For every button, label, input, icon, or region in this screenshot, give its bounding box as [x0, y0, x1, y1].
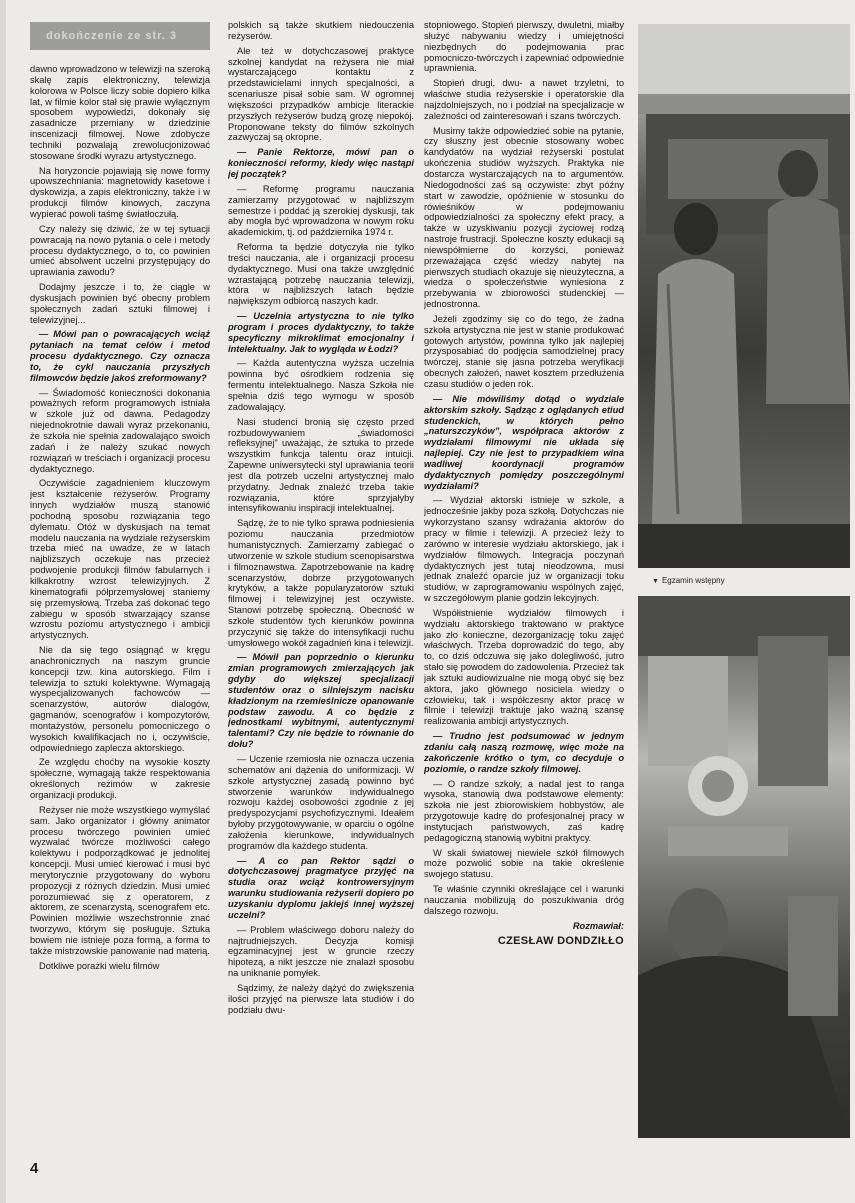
photo-caption	[652, 576, 725, 585]
article-paragraph: Jeżeli zgodzimy się co do tego, że żadna szkoła artystyczna nie jest w stanie produkować gotowych artystów, powinna tylko jak najlepiej przysposabiać do podjęcia samodzielnej pracy twórczej, stanie się jasna potrzeba weryfikacji obecnych założeń, nawet kosztem przedłużenia czasu studiów o jeden rok.	[424, 313, 624, 389]
page-edge	[0, 0, 6, 1203]
interview-question: — Panie Rektorze, mówi pan o konieczności reformy, kiedy więc nastąpi jej początek?	[228, 147, 414, 179]
article-paragraph: Nasi studenci bronią się często przed rozbudowywaniem „świadomości refleksyjnej” uważając, że sztuka to przede wszystkim funkcja talentu oraz intuicji. Zapewne uniwersytecki styl uprawiania teorii jest dla potrzeb uczelni artystycznej mało przydatny. Jednak znaleźć trzeba takie rozwiązania, które sprzyjałyby intensyfikowaniu inspiracji intelektualnej.	[228, 416, 414, 514]
interview-question: — Mówi pan o powracających wciąż pytaniach na temat celów i metod procesu dydaktycznego. Czy oznacza to, że cykl nauczania przyszłych filmowców będzie jakoś zreformowany?	[30, 329, 210, 383]
article-paragraph: Na horyzoncie pojawiają się nowe formy upowszechniania: magnetowidy kasetowe i dyskowizja, a zapis elektroniczny, także i w produkcji filmów kinowych, zaczyna wypierać powoli taśmę światłoczułą.	[30, 165, 210, 219]
article-paragraph: Te właśnie czynniki określające cel i warunki nauczania mobilizują do poszukiwania dróg dalszego rozwoju.	[424, 884, 624, 916]
article-paragraph: — Świadomość konieczności dokonania poważnych reform programowych istniała w szkole już od dawna. Pedagodzy niejednokrotnie dawali wyraz przekonaniu, że szkoła nie spełnia zadowalająco swoich zadań i że należy szukać nowych rozwiązań w treściach i organizacji procesu dydaktycznego.	[30, 387, 210, 474]
article-paragraph: W skali światowej niewiele szkół filmowych może pozwolić sobie na takie określenie swojego statusu.	[424, 847, 624, 880]
article-paragraph: Ale też w dotychczasowej praktyce szkolnej kandydat na reżysera nie miał wystarczającego kontaktu z przedstawicielami innych specjalności, a scenariusze pisał sobie sam. W ogromnej większości przypadków ambicje literackie przyszłych reżyserów budzą grozę niepokój. Proponowane teksty do filmów szkolnych zazwyczaj są okropne.	[228, 45, 414, 143]
photo-film-set	[638, 596, 850, 1138]
article-paragraph: Dodajmy jeszcze i to, że ciągle w dyskusjach powinien być obecny problem społecznych zadań sztuki filmowej i telewizyjnej...	[30, 282, 210, 325]
triangle-down-icon: ▼	[652, 578, 659, 585]
continued-banner: dokończenie ze str. 3	[30, 22, 210, 50]
article-paragraph: Sądzimy, że należy dążyć do zwiększenia ilości przyjęć na pierwsze lata studiów i do podziału dwu-	[228, 982, 414, 1015]
article-paragraph: — Uczenie rzemiosła nie oznacza uczenia schematów ani dążenia do uniformizacji. W szkole artystycznej zasadą powinno być stworzenie warunków indywidualnego rozwoju każdej osobowości zgodnie z jej predyspozycjami psychofizycznymi. Ideałem byłoby przygotowywanie, w oparciu o ogólne założenia kierunkowe, indywidualnych programów dla każdego studenta.	[228, 754, 414, 851]
article-column-2	[228, 20, 414, 1170]
article-paragraph: — Wydział aktorski istnieje w szkole, a jednocześnie jakby poza szkołą. Dotychczas nie wykorzystano szansy wdrażania aktorów do pracy w filmie i telewizji. A przecież leży to zarówno w interesie wydziału aktorskiego, jak i wydziałów filmowych. Integracja poczynań dydaktycznych jest tutaj nieodzowna, musi jednak znaleźć oparcie już w organizacji toku studiów, w zaprogramowaniu wspólnych zajęć, w szczegółowym planie godzin lekcyjnych.	[424, 495, 624, 604]
photo-entrance-exam-illustration	[638, 24, 850, 568]
article-paragraph: Sądzę, że to nie tylko sprawa podniesienia poziomu nauczania przedmiotów humanistycznych. Zamierzamy zabiegać o utworzenie w szkole studium scenopisarstwa i filmoznawstwa. Zapotrzebowanie na kadrę scenarzystów, dobrze przygotowanych krytyków, a także popularyzatorów sztuki filmowej i telewizyjnej jest oczywiste. Stanowi potrzebę społeczną. Obecność w szkole studentów tych kierunków powinna przyczynić się także do intensyfikacji ruchu umysłowego wokół zagadnień kina i telewizji.	[228, 518, 414, 648]
interview-question: — Mówił pan poprzednio o kierunku zmian programowych zmierzających jak gdyby do większej specjalizacji studentów oraz o silniejszym nacisku kładzionym na rzemieślnicze opanowanie podstaw zawodu. A co będzie z jednostkami wybitnymi, autentycznymi talentami? Czy nie będzie to równanie do dołu?	[228, 652, 414, 750]
interview-question: — Trudno jest podsumować w jednym zdaniu całą naszą rozmowę, więc może na zakończenie krótko o tym, co decyduje o poziomie, o randze szkoły filmowej.	[424, 731, 624, 774]
article-paragraph: — Reformę programu nauczania zamierzamy przygotować w najbliższym semestrze i poddać ją szerokiej dyskusji, tak aby mogła być wprowadzona w nowym roku akademickim, tj. od października 1974 r.	[228, 183, 414, 238]
article-column-1	[30, 64, 210, 1154]
interviewer-label: Rozmawiał:	[572, 920, 624, 931]
interview-question: — Uczelnia artystyczna to nie tylko program i proces dydaktyczny, to także specyficzny mikroklimat emocjonalny i intelektualny. Jak to wygląda w Łodzi?	[228, 311, 414, 354]
article-paragraph: polskich są także skutkiem niedouczenia reżyserów.	[228, 20, 414, 41]
article-paragraph: Czy należy się dziwić, że w tej sytuacji powracają na nowo pytania o cele i metody procesu dydaktycznego, o to, co powinien umieć absolwent uczelni przystępujący do uprawiania zawodu?	[30, 223, 210, 278]
article-paragraph: dawno wprowadzono w telewizji na szeroką skalę zapis elektroniczny, telewizja kolorowa w Polsce liczy sobie dopiero kilka lat, w filmie kolor stał się prawie wyłącznym sposobem wypowiedzi, dokonały się zasadnicze przemiany w dziedzinie inscenizacji filmowej. Nowe zdobycze techniki pozwalają zrewolucjonizować stosowane środki wyrazu artystycznego.	[30, 64, 210, 161]
article-paragraph: Współistnienie wydziałów filmowych i wydziału aktorskiego traktowano w praktyce jako zło konieczne, dezorganizację toku zajęć właściwych. Trzeba doprowadzić do tego, aby to, co dziś odczuwa się jako dolegliwość, jutro stało się powodem do zadowolenia. Przecież tak jak sztuki audiowizualne nie mogą obyć się bez aktora, jako głównego nosiciela wiedzy o człowieku, tak i współczesny aktor pracę w filmie i telewizji traktuje jako ważną szansę realizowania ambicji artystycznych.	[424, 607, 624, 727]
article-paragraph: stopniowego. Stopień pierwszy, dwuletni, miałby służyć nabywaniu wiedzy i umiejętności niezbędnych do podejmowania prac pomocniczo-twórczych i zapewniać odpowiednie uprawnienia.	[424, 20, 624, 74]
photo-film-set-illustration	[638, 596, 850, 1138]
interviewer-name: CZESŁAW DONDZIŁŁO	[497, 934, 624, 947]
interview-question: — A co pan Rektor sądzi o dotychczasowej pragmatyce przyjęć na studia oraz wciąż kontrowersyjnym warunku studiowania reżyserii dopiero po uzyskaniu dyplomu jakiejś innej wyższej uczelni?	[228, 855, 414, 920]
article-paragraph: — Każda autentyczna wyższa uczelnia powinna być ośrodkiem rodzenia się fermentu intelektualnego. Nasza Szkoła nie spełnia dziś tego wymogu w sposób zadowalający.	[228, 358, 414, 412]
article-paragraph: Nie da się tego osiągnąć w kręgu anachronicznych na naszym gruncie koncepcji tzw. kina autorskiego. Film i telewizja to sztuki kolektywne. Wymagają wyspecjalizowanych fachowców — scenarzystów, autorów dialogów, gagmanów, scenografów i kompozytorów, montażystów, personelu pomocniczego o wysokich kwalifikacjach no i, oczywiście, odpowiedniego zaplecza aktorskiego.	[30, 645, 210, 753]
article-paragraph: Musimy także odpowiedzieć sobie na pytanie, czy słuszny jest obecnie stosowany wobec kandydatów na wydział reżyserski postulat ukończenia studiów wyższych. Praktyka nie dostarcza wystarczających na to argumentów. Niedogodności zaś są oczywiste: zbyt późny start w zawodzie, opóźnienie w stosunku do rówieśników w podejmowaniu odpowiedzialności za społeczny efekt pracy, a także w uzyskiwaniu pozycji życiowej rodzą nastroje frustracji. Społeczne koszty edukacji są niewspółmierne do korzyści, ponieważ przeważająca część wiedzy nabytej na pierwszych studiach okazuje się nieużyteczna, a wiedza o społeczeństwie wyniesiona z przebywania w zbiorowości studenckiej — jednostronna.	[424, 125, 624, 310]
article-paragraph: Stopień drugi, dwu- a nawet trzyletni, to właściwe studia reżyserskie i operatorskie dla najzdolniejszych, no i podział na specjalizacje w zależności od zainteresowań i szans twórczych.	[424, 78, 624, 121]
article-paragraph: Oczywiście zagadnieniem kluczowym jest kształcenie reżyserów. Programy innych wydziałów muszą stanowić pochodną sposobu rozwiązania tego dylematu. Otóż w dyskusjach na temat modelu nauczania na wydziale reżyserskim trzeba mieć na uwadze, że w latach najbliższych oczekuje nas przecież podwojenie produkcji filmów fabularnych i kilkakrotny wzrost telewizyjnych. Z kinematografii półprzemysłowej staniemy się przemysłową. Trzeba zaś dokonać tego zabiegu w sposób stwarzający szanse wzrostu poziomu artystycznego i ambicji artystycznych.	[30, 478, 210, 641]
article-paragraph: — O randze szkoły, a nadal jest to ranga wysoka, stanowią dwa podstawowe elementy: szkoła nie jest zbiorowiskiem hobbystów, ale przygotowuje kadrę do profesjonalnej pracy w instytucjach państwowych, zaś kadrę pedagogiczną stanowią wybitni praktycy.	[424, 778, 624, 843]
article-paragraph: Reżyser nie może wszystkiego wymyślać sam. Jako organizator i główny animator procesu twórczego powinien umieć wyzwalać twórcze możliwości całego kolektywu i podporządkować je jednolitej koncepcji. Musi umieć kierować i musi być merytorycznie przygotowany do wyboru propozycji z różnych dziedzin. Musi umieć porozumiewać się z operatorem, z aktorem, ze scenarzystą, scenografem etc. Powinien możliwie wszechstronnie znać tworzywo, którym się posługuje. Sztuka bowiem nie istnieje poza formą, a forma to także mistrzowskie panowanie nad materią.	[30, 804, 210, 956]
article-paragraph: Dotkliwe porażki wielu filmów	[39, 960, 160, 971]
photo-caption-text: Egzamin wstępny	[661, 576, 725, 585]
article-paragraph: — Problem właściwego doboru należy do najtrudniejszych. Decyzja komisji egzaminacyjnej jest w gruncie rzeczy hipotezą, a nikt jeszcze nie znalazł sposobu na uniknanie pomyłek.	[228, 924, 414, 979]
article-paragraph: Ze względu choćby na wysokie koszty społeczne, wymagają także respektowania określonych reżimów w zakresie organizacji produkcji.	[30, 757, 210, 800]
photo-entrance-exam	[638, 24, 850, 568]
article-column-3	[424, 20, 624, 1150]
page-number: 4	[30, 1160, 39, 1177]
interview-question: — Nie mówiliśmy dotąd o wydziale aktorskim szkoły. Sądząc z oglądanych etiud studenckich, w których pełno „naturszczyków”, współpraca aktorów z wydziałami filmowymi nie układa się najlepiej. Czy nie jest to przypadkiem wina wadliwej koordynacji programów dydaktycznych pomiędzy poszczególnymi wydziałami?	[424, 393, 624, 491]
article-paragraph: Reforma ta będzie dotyczyła nie tylko treści nauczania, ale i organizacji procesu dydaktycznego. Musi ona także uwzględnić wzrastającą potrzebę nauczania telewizji, która w najbliższych latach będzie największym odbiorcą naszych kadr.	[228, 242, 414, 307]
